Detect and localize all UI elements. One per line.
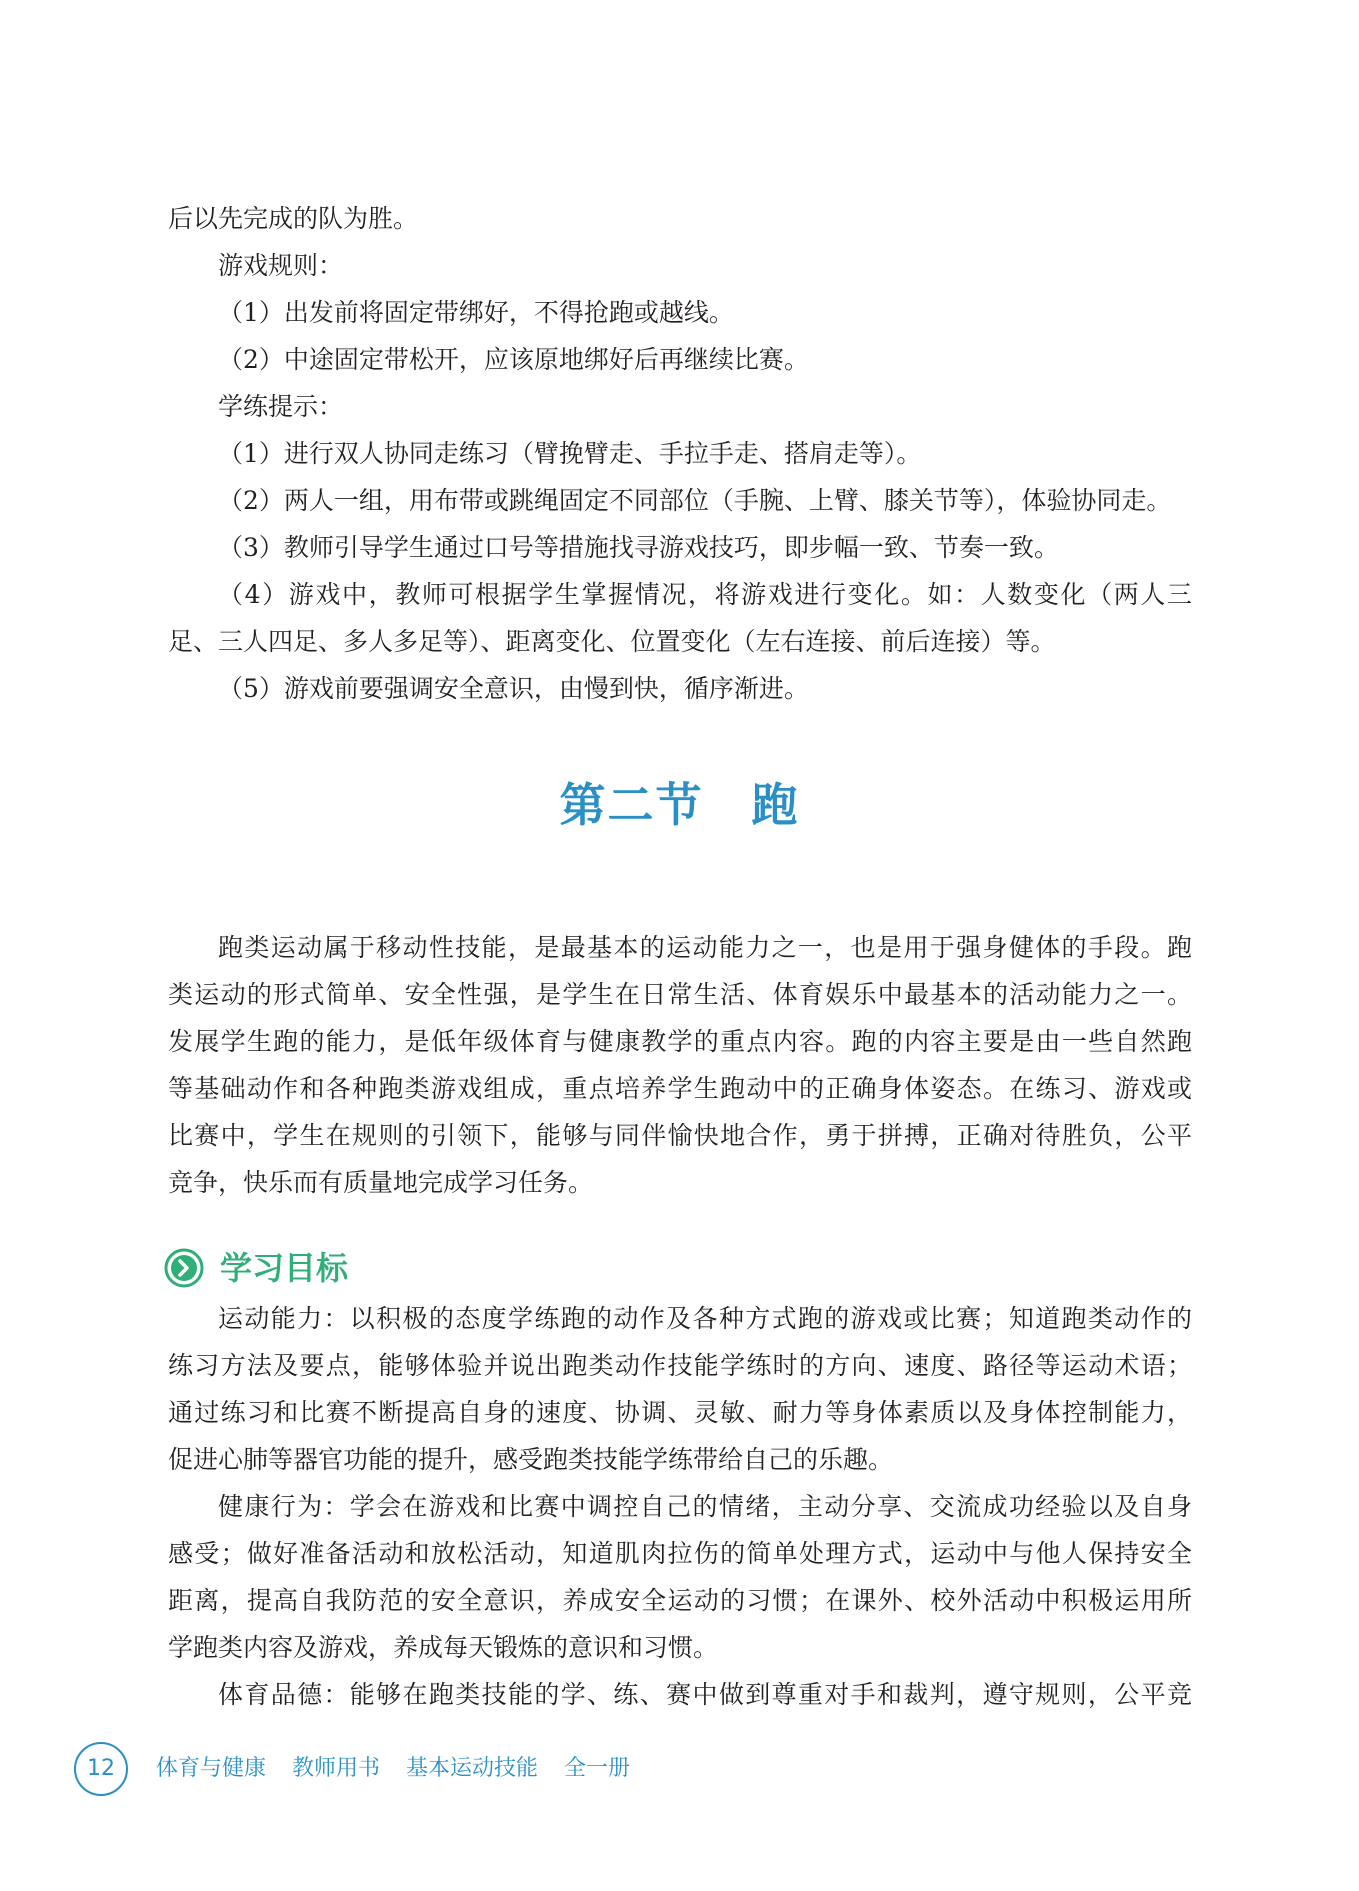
intro-line: 比赛中，学生在规则的引领下，能够与同伴愉快地合作，勇于拼搏，正确对待胜负，公平 xyxy=(168,1121,1192,1150)
tip-item: （2）两人一组，用布带或跳绳固定不同部位（手腕、上臂、膝关节等），体验协同走。 xyxy=(218,486,1172,515)
book-volume: 基本运动技能 xyxy=(406,1756,539,1781)
text-line: 后以先完成的队为胜。 xyxy=(168,204,419,233)
goal-line: 距离，提高自我防范的安全意识，养成安全运动的习惯；在课外、校外活动中积极运用所 xyxy=(168,1586,1192,1615)
rules-heading: 游戏规则： xyxy=(218,251,344,280)
goal-line: 体育品德：能够在跑类技能的学、练、赛中做到尊重对手和裁判，遵守规则，公平竞 xyxy=(218,1680,1192,1709)
goal-line: 感受；做好准备活动和放松活动，知道肌肉拉伤的简单处理方式，运动中与他人保持安全 xyxy=(168,1539,1192,1568)
goal-line: 学跑类内容及游戏，养成每天锻炼的意识和习惯。 xyxy=(168,1633,719,1662)
tip-item-continued: 足、三人四足、多人多足等）、距离变化、位置变化（左右连接、前后连接）等。 xyxy=(168,627,1056,656)
goal-line: 通过练习和比赛不断提高自身的速度、协调、灵敏、耐力等身体素质以及身体控制能力， xyxy=(168,1398,1192,1427)
book-info xyxy=(156,1752,656,1786)
arrow-circle-icon xyxy=(164,1248,204,1288)
goals-title: 学习目标 xyxy=(220,1249,349,1287)
intro-line: 跑类运动属于移动性技能，是最基本的运动能力之一，也是用于强身健体的手段。跑 xyxy=(218,933,1192,962)
rule-item: （2）中途固定带松开，应该原地绑好后再继续比赛。 xyxy=(218,345,809,374)
section-title: 第二节 跑 xyxy=(559,778,800,832)
intro-line: 竞争，快乐而有质量地完成学习任务。 xyxy=(168,1168,594,1197)
tip-item: （4）游戏中，教师可根据学生掌握情况，将游戏进行变化。如：人数变化（两人三 xyxy=(218,580,1192,609)
goal-line: 促进心肺等器官功能的提升，感受跑类技能学练带给自己的乐趣。 xyxy=(168,1445,894,1474)
goal-line: 健康行为：学会在游戏和比赛中调控自己的情绪，主动分享、交流成功经验以及自身 xyxy=(218,1492,1192,1521)
intro-line: 类运动的形式简单、安全性强，是学生在日常生活、体育娱乐中最基本的活动能力之一。 xyxy=(168,980,1192,1009)
rule-item: （1）出发前将固定带绑好，不得抢跑或越线。 xyxy=(218,298,734,327)
goal-line: 练习方法及要点，能够体验并说出跑类动作技能学练时的方向、速度、路径等运动术语； xyxy=(168,1351,1192,1380)
intro-line: 等基础动作和各种跑类游戏组成，重点培养学生跑动中的正确身体姿态。在练习、游戏或 xyxy=(168,1074,1192,1103)
page-number: 12 xyxy=(74,1742,128,1796)
intro-line: 发展学生跑的能力，是低年级体育与健康教学的重点内容。跑的内容主要是由一些自然跑 xyxy=(168,1027,1192,1056)
tip-item: （5）游戏前要强调安全意识，由慢到快，循序渐进。 xyxy=(218,674,809,703)
tips-heading: 学练提示： xyxy=(218,392,344,421)
tip-item: （3）教师引导学生通过口号等措施找寻游戏技巧，即步幅一致、节奏一致。 xyxy=(218,533,1059,562)
tip-item: （1）进行双人协同走练习（臂挽臂走、手拉手走、搭肩走等）。 xyxy=(218,439,922,468)
book-edition: 全一册 xyxy=(564,1756,631,1781)
goal-line: 运动能力：以积极的态度学练跑的动作及各种方式跑的游戏或比赛；知道跑类动作的 xyxy=(218,1304,1192,1333)
book-type: 教师用书 xyxy=(292,1756,381,1781)
book-title: 体育与健康 xyxy=(156,1756,267,1781)
